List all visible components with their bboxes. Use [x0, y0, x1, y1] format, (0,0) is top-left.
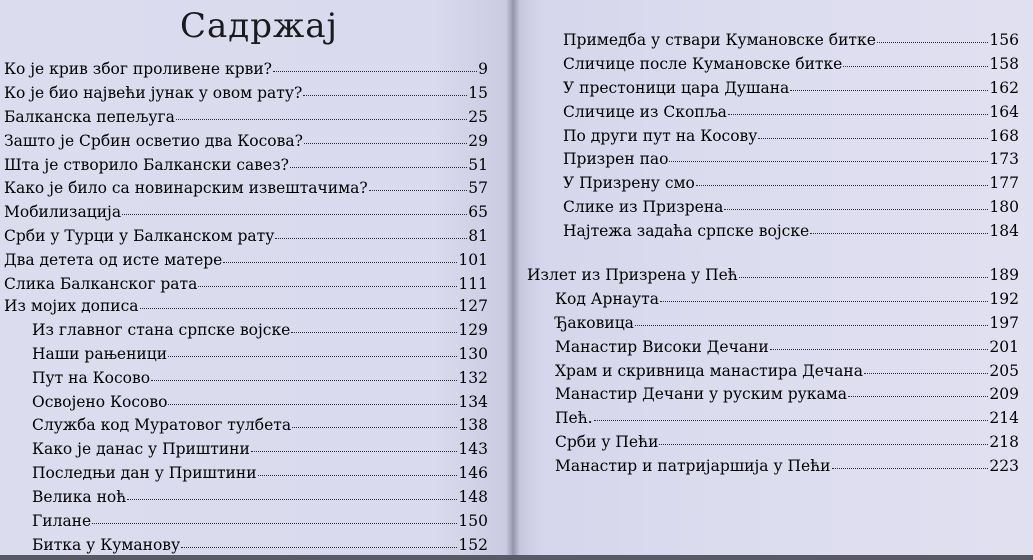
toc-list-right-bottom: [527, 266, 1019, 481]
toc-entry-title: Из мојих дописа: [4, 297, 139, 315]
toc-leader-dots: [251, 439, 458, 452]
toc-leader-dots: [127, 487, 457, 500]
toc-entry-page-number: 9: [478, 60, 488, 78]
toc-leader-dots: [728, 101, 988, 114]
toc-entry-title: Ко је био највећи јунак у овом рату?: [4, 83, 303, 102]
toc-entry-title: Наши рањеници: [32, 344, 168, 363]
toc-entry-title: Сличице из Скопља: [563, 102, 727, 121]
toc-entry-page-number: 101: [458, 251, 488, 270]
toc-entry: [4, 132, 488, 156]
toc-entry-title: Ђаковица: [555, 313, 634, 332]
toc-entry: [4, 251, 488, 275]
toc-entry: [563, 150, 1019, 174]
toc-entry-title: Велика ноћ: [32, 488, 127, 507]
toc-entry-page-number: 51: [468, 155, 488, 174]
toc-entry-title: Пут на Косово: [32, 368, 151, 387]
toc-entry-title: Гилане: [32, 512, 92, 531]
toc-entry-title: Манастир и патријаршија у Пећи: [555, 457, 831, 476]
toc-entry-title: Последњи дан у Приштини: [32, 464, 257, 483]
toc-entry-title: Пећ.: [555, 409, 593, 428]
toc-leader-dots: [290, 154, 467, 167]
toc-entry-page-number: 156: [989, 31, 1019, 49]
toc-entry-title: Из главног стана српске војске: [32, 320, 291, 339]
toc-entry: [563, 174, 1019, 198]
toc-leader-dots: [635, 312, 988, 325]
toc-leader-dots: [724, 197, 988, 210]
toc-leader-dots: [594, 408, 989, 421]
toc-entry-page-number: 164: [989, 102, 1019, 121]
toc-entry: [4, 416, 488, 440]
toc-entry: [4, 179, 488, 203]
toc-entry-title: Како је данас у Приштини: [32, 440, 250, 459]
toc-leader-dots: [151, 367, 457, 380]
toc-entry: [4, 60, 488, 84]
toc-leader-dots: [291, 320, 457, 333]
toc-leader-dots: [258, 463, 458, 476]
toc-leader-dots: [659, 432, 988, 445]
toc-entry-title: Срби у Пећи: [555, 433, 659, 452]
toc-leader-dots: [864, 360, 988, 373]
toc-entry: [527, 338, 1019, 362]
toc-entry-page-number: 132: [458, 368, 488, 387]
toc-entry-title: По други пут на Косову: [563, 126, 758, 145]
toc-entry-title: Ко је крив због проливене крви?: [4, 60, 272, 78]
toc-entry-title: Манастир Дечани у руским рукама: [555, 385, 848, 404]
book-gutter: [506, 0, 520, 555]
toc-entry: [563, 103, 1019, 127]
toc-entry-page-number: 184: [989, 222, 1019, 241]
toc-entry-page-number: 129: [458, 320, 488, 339]
toc-entry: [4, 464, 488, 488]
toc-entry-title: Слика Балканског рата: [4, 275, 198, 294]
toc-entry: [563, 222, 1019, 246]
toc-entry-title: У престоници цара Душана: [563, 78, 790, 97]
toc-entry-title: Како је било са новинарским извештачима?: [4, 179, 368, 198]
toc-entry: [4, 321, 488, 345]
toc-entry: [527, 433, 1019, 457]
toc-leader-dots: [273, 59, 477, 72]
toc-leader-dots: [790, 77, 988, 90]
toc-entry: [563, 127, 1019, 151]
toc-entry-page-number: 146: [458, 464, 488, 483]
toc-entry-page-number: 218: [989, 433, 1019, 452]
toc-entry-title: Служба код Муратовог тулбета: [32, 416, 292, 435]
toc-entry-title: Зашто је Србин осветио два Косова?: [4, 131, 303, 150]
toc-entry-page-number: 173: [989, 150, 1019, 169]
toc-leader-dots: [739, 265, 989, 278]
toc-entry: [4, 440, 488, 464]
toc-entry-title: Манастир Високи Дечани: [555, 337, 769, 356]
toc-leader-dots: [303, 83, 467, 96]
toc-entry-title: Храм и скривница манастира Дечана: [555, 361, 863, 380]
toc-leader-dots: [92, 511, 457, 524]
toc-entry: [4, 393, 488, 417]
toc-entry-title: Најтежа задаћа српске војске: [563, 222, 810, 241]
toc-entry-title: Два детета од исте матере: [4, 251, 223, 270]
toc-list-left-top: [4, 60, 488, 299]
toc-entry-page-number: 192: [989, 289, 1019, 308]
toc-entry-page-number: 189: [989, 266, 1019, 284]
toc-entry-page-number: 15: [468, 83, 488, 102]
toc-leader-dots: [198, 274, 457, 287]
toc-entry-title: Излет из Призрена у Пећ: [527, 266, 738, 284]
toc-entry-title: Шта је створило Балкански савез?: [4, 155, 289, 174]
toc-entry-title: Примедба у ствари Кумановске битке: [563, 31, 876, 49]
toc-entry-page-number: 152: [458, 535, 488, 554]
toc-entry-page-number: 197: [989, 313, 1019, 332]
toc-entry-page-number: 130: [458, 344, 488, 363]
toc-entry-page-number: 81: [468, 227, 488, 246]
toc-entry: [4, 488, 488, 512]
toc-entry-title: Сличице после Кумановске битке: [563, 54, 843, 73]
toc-leader-dots: [810, 221, 988, 234]
toc-leader-dots: [168, 343, 457, 356]
toc-entry-title: Балканска пепељуга: [4, 107, 175, 126]
toc-entry-page-number: 205: [989, 361, 1019, 380]
toc-entry: [4, 84, 488, 108]
toc-leader-dots: [275, 226, 467, 239]
toc-entry-page-number: 127: [458, 297, 488, 315]
toc-entry-page-number: 162: [989, 78, 1019, 97]
toc-entry: [4, 536, 488, 560]
toc-entry-title: Код Арнаута: [555, 289, 659, 308]
toc-leader-dots: [181, 535, 457, 548]
toc-entry-page-number: 180: [989, 198, 1019, 217]
toc-entry-title: Срби у Турци у Балканском рату: [4, 227, 275, 246]
toc-entry: [4, 369, 488, 393]
toc-entry: [563, 79, 1019, 103]
toc-entry-page-number: 57: [468, 179, 488, 198]
toc-entry-page-number: 201: [989, 337, 1019, 356]
toc-entry-page-number: 65: [468, 203, 488, 222]
toc-entry: [4, 203, 488, 227]
toc-leader-dots: [848, 384, 988, 397]
toc-leader-dots: [877, 30, 989, 43]
toc-entry: [4, 297, 488, 321]
toc-entry-title: У Призрену смо: [563, 174, 695, 193]
toc-leader-dots: [758, 125, 988, 138]
toc-entry: [527, 409, 1019, 433]
toc-entry: [4, 156, 488, 180]
toc-entry: [527, 314, 1019, 338]
toc-entry-page-number: 150: [458, 512, 488, 531]
toc-leader-dots: [304, 130, 467, 143]
toc-leader-dots: [140, 296, 458, 309]
toc-entry-title: Призрен пао: [563, 150, 669, 169]
toc-list-right-top: [563, 31, 1019, 246]
toc-leader-dots: [292, 415, 457, 428]
toc-entry-page-number: 111: [458, 275, 488, 294]
toc-leader-dots: [223, 250, 457, 263]
toc-entry-page-number: 134: [458, 392, 488, 411]
toc-leader-dots: [168, 391, 457, 404]
toc-entry: [4, 108, 488, 132]
toc-entry-page-number: 138: [458, 416, 488, 435]
toc-entry-title: Битка у Куманову: [32, 535, 181, 554]
toc-leader-dots: [176, 106, 467, 119]
toc-entry-page-number: 223: [989, 457, 1019, 476]
toc-entry: [4, 512, 488, 536]
toc-leader-dots: [660, 289, 988, 302]
toc-entry: [563, 55, 1019, 79]
toc-entry-page-number: 209: [989, 385, 1019, 404]
toc-entry-page-number: 25: [468, 107, 488, 126]
toc-entry: [527, 457, 1019, 481]
toc-entry-page-number: 29: [468, 131, 488, 150]
toc-entry: [563, 198, 1019, 222]
toc-leader-dots: [122, 202, 467, 215]
toc-entry-title: Слике из Призрена: [563, 198, 724, 217]
toc-list-left-bottom: [4, 297, 488, 560]
toc-entry-page-number: 177: [989, 174, 1019, 193]
toc-entry-page-number: 158: [989, 54, 1019, 73]
toc-leader-dots: [669, 149, 988, 162]
toc-entry: [527, 266, 1019, 290]
toc-entry: [4, 345, 488, 369]
toc-leader-dots: [832, 456, 989, 469]
toc-entry-page-number: 148: [458, 488, 488, 507]
toc-entry: [527, 362, 1019, 386]
toc-entry-page-number: 214: [989, 409, 1019, 428]
toc-leader-dots: [696, 173, 989, 186]
toc-entry: [527, 290, 1019, 314]
toc-leader-dots: [369, 178, 468, 191]
toc-entry: [4, 227, 488, 251]
toc-leader-dots: [770, 336, 989, 349]
toc-entry: [527, 385, 1019, 409]
toc-entry: [563, 31, 1019, 55]
toc-entry-page-number: 143: [458, 440, 488, 459]
toc-leader-dots: [843, 54, 988, 67]
toc-entry-title: Мобилизација: [4, 203, 122, 222]
toc-entry-title: Освојено Косово: [32, 392, 168, 411]
page-title: Садржај: [180, 6, 339, 46]
toc-entry-page-number: 168: [989, 126, 1019, 145]
